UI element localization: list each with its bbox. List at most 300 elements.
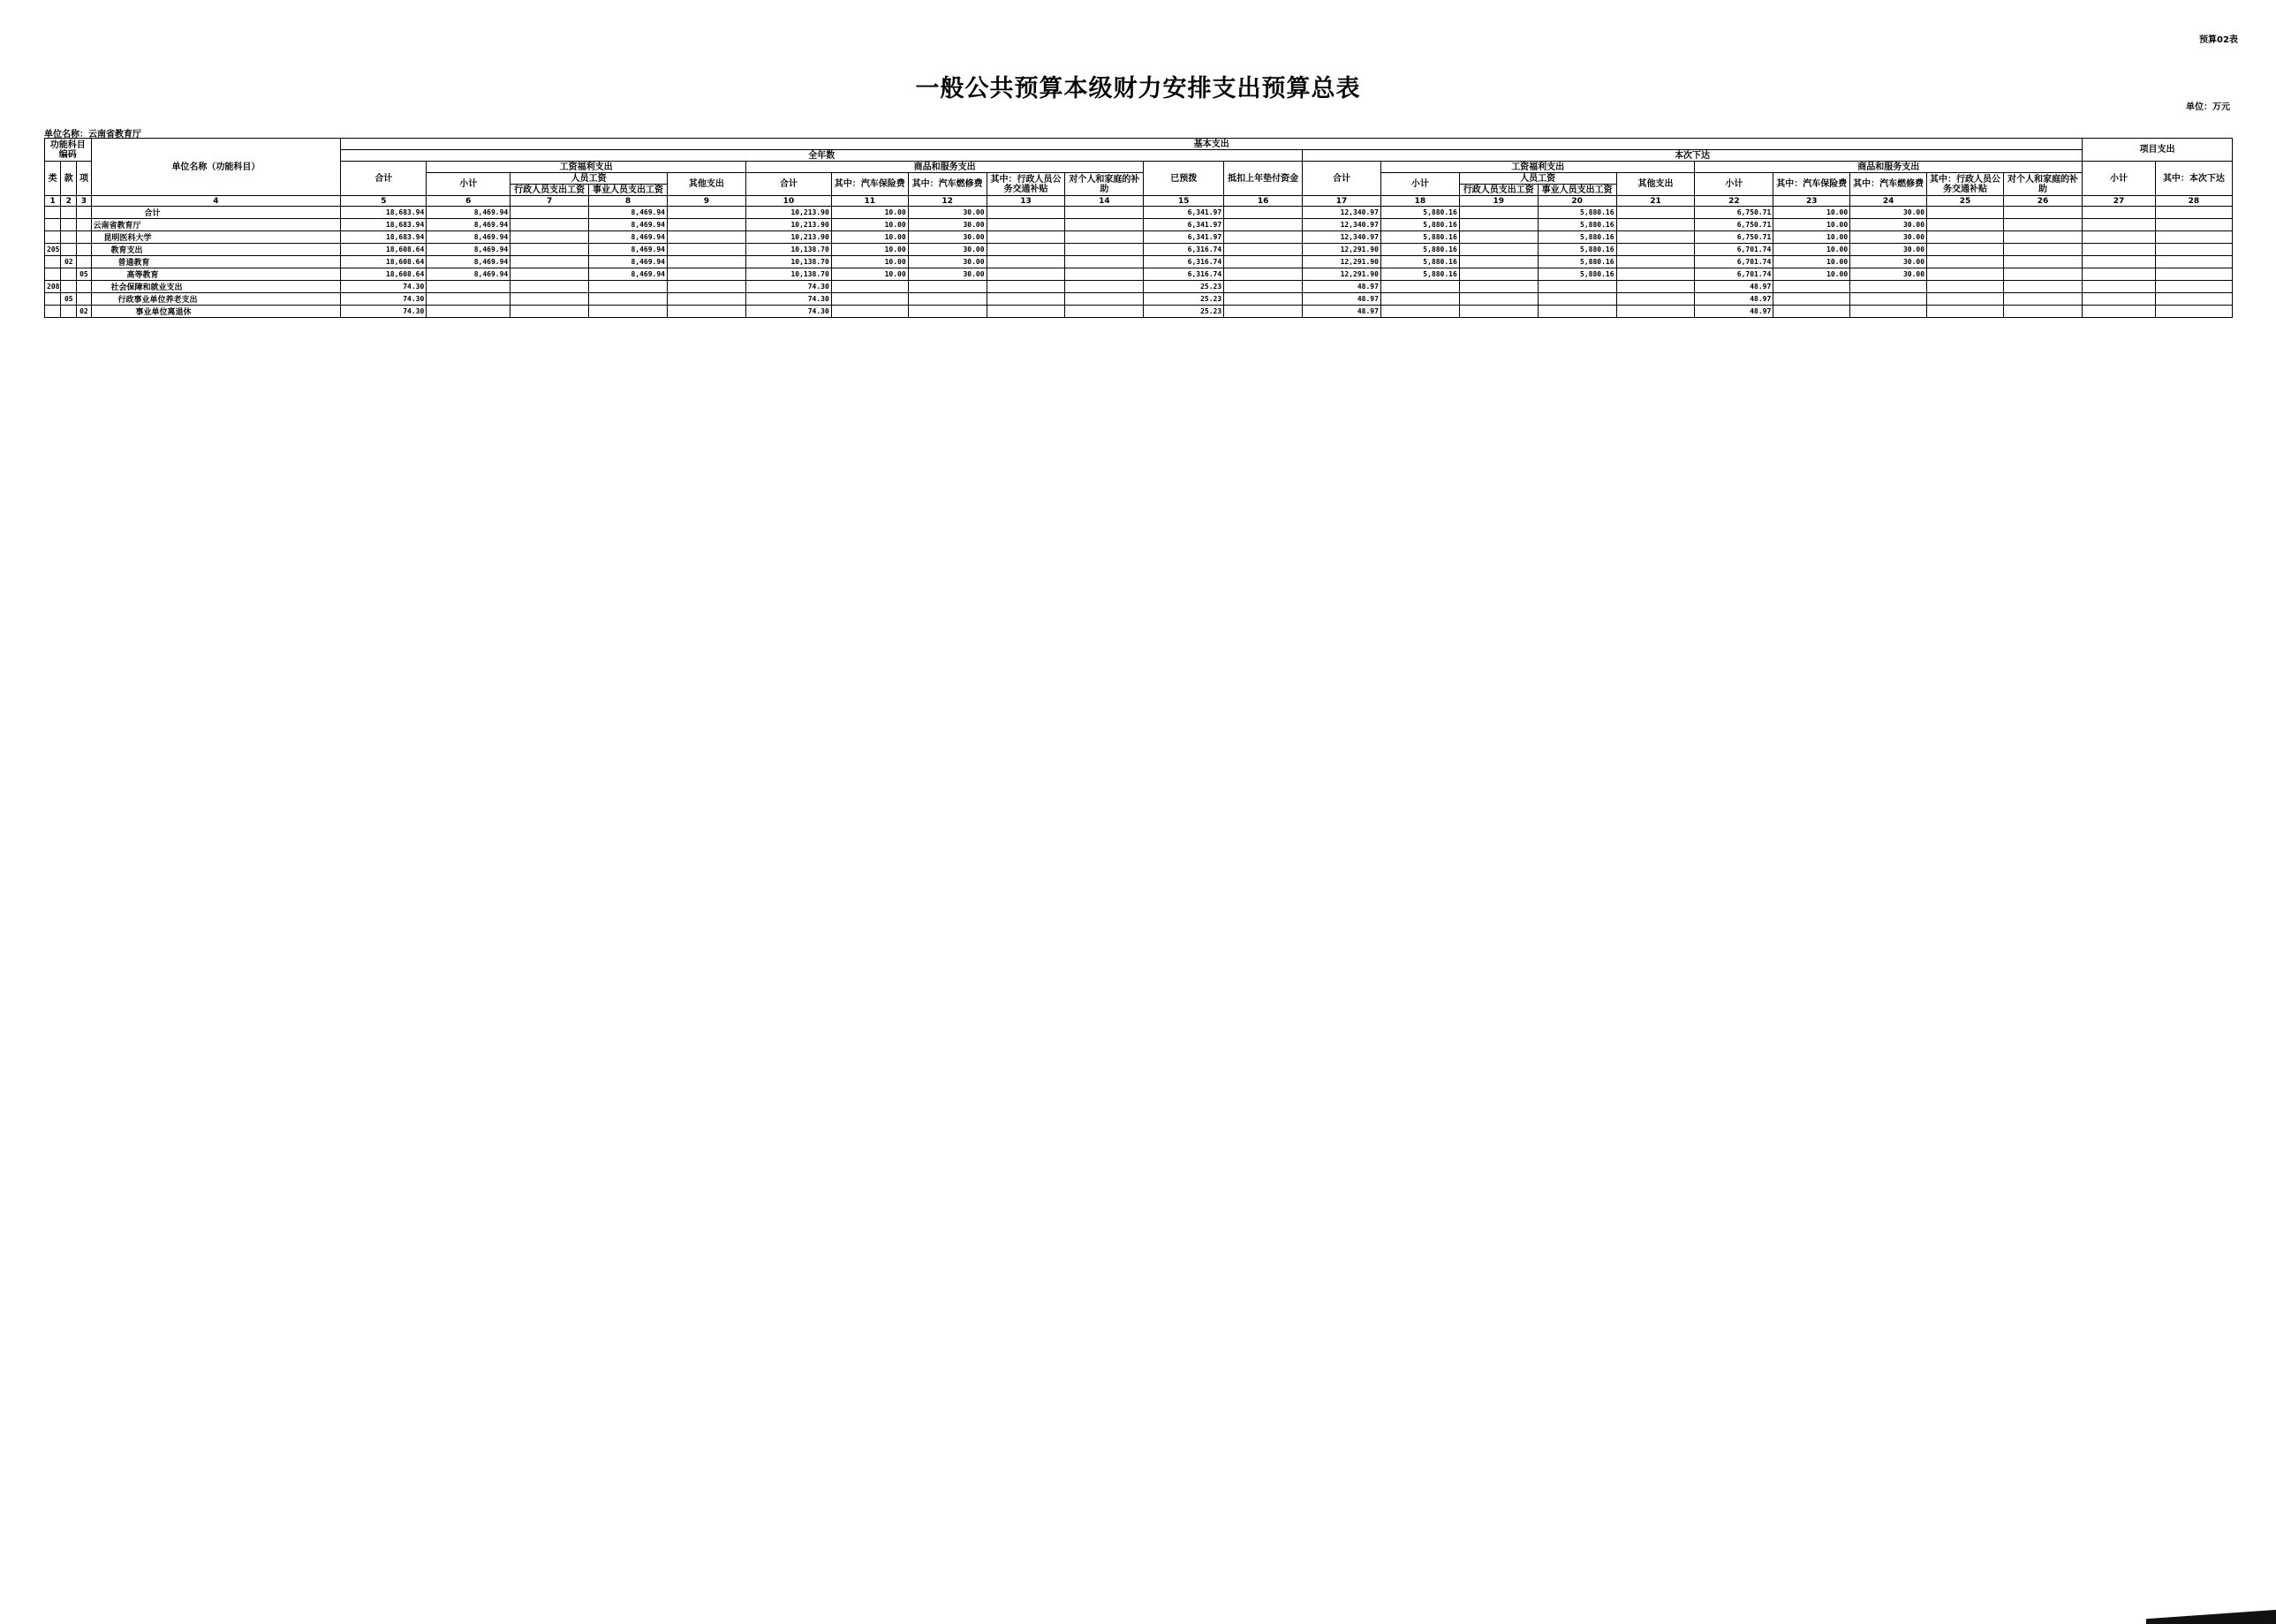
cell-col-9 [667,281,745,293]
cell-col-8: 8,469.94 [589,256,668,268]
table-row [45,293,2233,306]
lei-header: 类 [45,162,61,196]
cell-col-26 [2003,281,2082,293]
cell-col-13 [987,219,1065,231]
cell-col-11: 10.00 [831,244,908,256]
cell-col-7 [510,256,589,268]
cell-col-13 [987,244,1065,256]
column-number: 28 [2155,196,2232,207]
cell-col-10: 74.30 [745,281,831,293]
cell-col-27 [2083,293,2156,306]
column-number: 21 [1616,196,1695,207]
cell-col-16 [1224,268,1303,281]
cell-col-6 [427,306,510,318]
column-number: 10 [745,196,831,207]
cell-col-28 [2155,256,2232,268]
cell-col-12: 30.00 [908,219,987,231]
column-number: 26 [2003,196,2082,207]
cell-col-26 [2003,268,2082,281]
cell-col-16 [1224,219,1303,231]
cell-col-14 [1065,244,1144,256]
cell-col-25 [1927,256,2004,268]
prepaid-header: 已预拨 [1144,162,1224,196]
cell-col-8 [589,281,668,293]
cell-col-25 [1927,306,2004,318]
cell-col-15: 6,341.97 [1144,231,1224,244]
code-lei: 205 [45,244,61,256]
cell-col-25 [1927,244,2004,256]
cell-col-18: 5,880.16 [1380,256,1459,268]
car-ins-header-2: 其中：汽车保险费 [1773,173,1850,196]
cell-col-13 [987,293,1065,306]
cell-col-22: 6,750.71 [1695,231,1773,244]
cell-col-28 [2155,281,2232,293]
table-row [45,256,2233,268]
inst-wage-header: 事业人员支出工资 [589,185,668,196]
column-number: 17 [1303,196,1381,207]
cell-col-16 [1224,207,1303,219]
cell-col-25 [1927,293,2004,306]
cell-col-6 [427,293,510,306]
cell-col-14 [1065,219,1144,231]
cell-col-9 [667,231,745,244]
cell-col-15: 25.23 [1144,293,1224,306]
column-number: 20 [1538,196,1616,207]
cell-col-12 [908,306,987,318]
column-number: 3 [77,196,91,207]
cell-col-6: 8,469.94 [427,244,510,256]
cell-col-11 [831,281,908,293]
cell-col-9 [667,306,745,318]
cell-col-8: 8,469.94 [589,244,668,256]
cell-col-20 [1538,293,1616,306]
cell-col-22: 48.97 [1695,306,1773,318]
cell-col-16 [1224,244,1303,256]
cell-col-7 [510,231,589,244]
admin-wage-header-2: 行政人员支出工资 [1459,185,1538,196]
code-lei [45,256,61,268]
row-name: 合计 [91,207,341,219]
column-number: 1 [45,196,61,207]
traffic-header: 其中：行政人员公务交通补贴 [987,173,1065,196]
cell-col-21 [1616,244,1695,256]
cell-col-20: 5,880.16 [1538,256,1616,268]
goods-header: 商品和服务支出 [745,162,1143,173]
cell-col-7 [510,281,589,293]
cell-col-8: 8,469.94 [589,268,668,281]
cell-col-14 [1065,268,1144,281]
cell-col-12: 30.00 [908,207,987,219]
code-lei [45,306,61,318]
column-number: 22 [1695,196,1773,207]
cell-col-25 [1927,207,2004,219]
cell-col-28 [2155,244,2232,256]
cell-col-7 [510,268,589,281]
cell-col-21 [1616,256,1695,268]
column-number: 16 [1224,196,1303,207]
cell-col-14 [1065,207,1144,219]
code-kuan [61,207,77,219]
row-name: 事业单位离退休 [91,306,341,318]
cell-col-11 [831,293,908,306]
table-row [45,244,2233,256]
table-body [45,196,2233,318]
code-xiang: 02 [77,306,91,318]
cell-col-11: 10.00 [831,231,908,244]
cell-col-26 [2003,256,2082,268]
cell-col-10: 10,138.70 [745,256,831,268]
cell-col-25 [1927,281,2004,293]
cell-col-22: 6,701.74 [1695,256,1773,268]
cell-col-20: 5,880.16 [1538,219,1616,231]
cell-col-6: 8,469.94 [427,207,510,219]
cell-col-18: 5,880.16 [1380,207,1459,219]
cell-col-23 [1773,293,1850,306]
cell-col-25 [1927,219,2004,231]
cell-col-15: 6,316.74 [1144,268,1224,281]
cell-col-10: 10,213.90 [745,231,831,244]
cell-col-27 [2083,219,2156,231]
wage-subtotal-header: 小计 [427,173,510,196]
cell-col-7 [510,219,589,231]
cell-col-21 [1616,306,1695,318]
cell-col-18 [1380,293,1459,306]
code-lei [45,207,61,219]
cell-col-17: 12,291.90 [1303,244,1381,256]
cell-col-16 [1224,306,1303,318]
cell-col-13 [987,231,1065,244]
column-number: 2 [61,196,77,207]
column-number: 4 [91,196,341,207]
row-name: 教育支出 [91,244,341,256]
cell-col-6: 8,469.94 [427,231,510,244]
row-name: 高等教育 [91,268,341,281]
cell-col-10: 10,138.70 [745,244,831,256]
budget-table [44,138,2233,318]
cell-col-16 [1224,293,1303,306]
car-fuel-header: 其中：汽车燃修费 [908,173,987,196]
cell-col-23 [1773,306,1850,318]
cell-col-28 [2155,219,2232,231]
cell-col-14 [1065,231,1144,244]
cell-col-24 [1850,306,1927,318]
traffic-header-2: 其中：行政人员公务交通补贴 [1927,173,2004,196]
cell-col-20: 5,880.16 [1538,231,1616,244]
cell-col-23: 10.00 [1773,244,1850,256]
cell-col-27 [2083,281,2156,293]
unit-label: 单位：万元 [2186,102,2230,112]
cell-col-13 [987,281,1065,293]
cell-col-7 [510,207,589,219]
cell-col-23: 10.00 [1773,207,1850,219]
cell-col-26 [2003,207,2082,219]
cell-col-27 [2083,256,2156,268]
column-number: 27 [2083,196,2156,207]
wage-header: 工资福利支出 [427,162,746,173]
cell-col-19 [1459,256,1538,268]
cell-col-23: 10.00 [1773,256,1850,268]
full-year-header: 全年数 [341,150,1303,162]
cell-col-28 [2155,293,2232,306]
cell-col-27 [2083,207,2156,219]
row-name: 普通教育 [91,256,341,268]
code-lei [45,293,61,306]
cell-col-18: 5,880.16 [1380,268,1459,281]
cell-col-7 [510,293,589,306]
code-lei [45,231,61,244]
cell-col-9 [667,207,745,219]
cell-col-25 [1927,268,2004,281]
cell-col-12: 30.00 [908,231,987,244]
cell-col-8: 8,469.94 [589,207,668,219]
column-number: 6 [427,196,510,207]
cell-col-19 [1459,281,1538,293]
cell-col-18 [1380,281,1459,293]
cell-col-8: 8,469.94 [589,219,668,231]
code-xiang [77,256,91,268]
code-xiang [77,244,91,256]
column-number: 15 [1144,196,1224,207]
cell-col-11 [831,306,908,318]
cell-col-21 [1616,293,1695,306]
wage-subtotal-header-2: 小计 [1380,173,1459,196]
cell-col-8: 8,469.94 [589,231,668,244]
column-number: 19 [1459,196,1538,207]
cell-col-11: 10.00 [831,268,908,281]
family-header: 对个人和家庭的补助 [1065,173,1144,196]
code-xiang [77,231,91,244]
column-number: 11 [831,196,908,207]
code-kuan [61,281,77,293]
cell-col-23: 10.00 [1773,219,1850,231]
cell-col-12 [908,281,987,293]
cell-col-22: 6,701.74 [1695,244,1773,256]
cell-col-8 [589,293,668,306]
cell-col-14 [1065,306,1144,318]
offset-header: 抵扣上年垫付资金 [1224,162,1303,196]
admin-wage-header: 行政人员支出工资 [510,185,589,196]
table-row [45,219,2233,231]
cell-col-20: 5,880.16 [1538,244,1616,256]
column-number: 18 [1380,196,1459,207]
cell-col-17: 12,291.90 [1303,268,1381,281]
cell-col-6: 8,469.94 [427,219,510,231]
cell-col-18: 5,880.16 [1380,219,1459,231]
cell-col-22: 6,750.71 [1695,219,1773,231]
code-lei [45,268,61,281]
code-kuan: 05 [61,293,77,306]
cell-col-5: 18,683.94 [341,231,427,244]
cell-col-17: 48.97 [1303,281,1381,293]
cell-col-26 [2003,306,2082,318]
column-number: 14 [1065,196,1144,207]
cell-col-20 [1538,281,1616,293]
cell-col-28 [2155,268,2232,281]
cell-col-16 [1224,256,1303,268]
scan-edge [2146,1609,2276,1624]
page-title: 一般公共预算本级财力安排支出预算总表 [915,75,1361,102]
car-fuel-header-2: 其中：汽车燃修费 [1850,173,1927,196]
cell-col-21 [1616,219,1695,231]
cell-col-11: 10.00 [831,219,908,231]
cell-col-21 [1616,207,1695,219]
cell-col-6 [427,281,510,293]
cell-col-15: 25.23 [1144,281,1224,293]
goods-header-2: 商品和服务支出 [1695,162,2083,173]
cell-col-11: 10.00 [831,207,908,219]
code-kuan: 02 [61,256,77,268]
cell-col-28 [2155,306,2232,318]
cell-col-9 [667,293,745,306]
column-number: 23 [1773,196,1850,207]
cell-col-15: 6,341.97 [1144,207,1224,219]
cell-col-17: 12,340.97 [1303,219,1381,231]
cell-col-17: 12,340.97 [1303,231,1381,244]
cell-col-19 [1459,268,1538,281]
table-row [45,268,2233,281]
code-kuan [61,219,77,231]
wage-header-2: 工资福利支出 [1380,162,1695,173]
family-header-2: 对个人和家庭的补助 [2003,173,2082,196]
cell-col-24: 30.00 [1850,244,1927,256]
cell-col-13 [987,306,1065,318]
goods-total-header: 合计 [745,173,831,196]
cell-col-10: 74.30 [745,306,831,318]
cell-col-7 [510,306,589,318]
other-header: 其他支出 [667,173,745,196]
cell-col-20 [1538,306,1616,318]
cell-col-5: 74.30 [341,306,427,318]
cell-col-25 [1927,231,2004,244]
basic-header: 基本支出 [341,139,2083,150]
cell-col-13 [987,256,1065,268]
column-number: 24 [1850,196,1927,207]
column-number: 8 [589,196,668,207]
cell-col-9 [667,256,745,268]
cell-col-15: 6,341.97 [1144,219,1224,231]
code-xiang [77,293,91,306]
cell-col-8 [589,306,668,318]
cell-col-15: 6,316.74 [1144,256,1224,268]
cell-col-16 [1224,231,1303,244]
cell-col-19 [1459,219,1538,231]
cell-col-10: 10,213.90 [745,219,831,231]
cell-col-19 [1459,231,1538,244]
cell-col-26 [2003,219,2082,231]
column-number: 25 [1927,196,2004,207]
code-xiang: 05 [77,268,91,281]
cell-col-22: 48.97 [1695,281,1773,293]
cell-col-28 [2155,207,2232,219]
cell-col-18 [1380,306,1459,318]
row-name: 社会保障和就业支出 [91,281,341,293]
cell-col-23 [1773,281,1850,293]
cell-col-10: 74.30 [745,293,831,306]
cell-col-24: 30.00 [1850,268,1927,281]
func-code-header: 功能科目编码 [45,139,92,162]
cell-col-24: 30.00 [1850,256,1927,268]
org-label: 单位名称：云南省教育厅 [44,130,141,140]
code-kuan [61,268,77,281]
cell-col-21 [1616,231,1695,244]
cell-col-12: 30.00 [908,256,987,268]
cell-col-27 [2083,231,2156,244]
cell-col-19 [1459,207,1538,219]
cell-col-17: 12,291.90 [1303,256,1381,268]
code-lei: 208 [45,281,61,293]
inst-wage-header-2: 事业人员支出工资 [1538,185,1616,196]
cell-col-22: 48.97 [1695,293,1773,306]
cell-col-15: 25.23 [1144,306,1224,318]
cell-col-12: 30.00 [908,268,987,281]
cell-col-26 [2003,231,2082,244]
cell-col-24 [1850,281,1927,293]
row-name: 行政事业单位养老支出 [91,293,341,306]
cell-col-22: 6,701.74 [1695,268,1773,281]
cell-col-13 [987,207,1065,219]
row-name: 云南省教育厅 [91,219,341,231]
project-this-header: 其中：本次下达 [2155,162,2232,196]
cell-col-11: 10.00 [831,256,908,268]
form-number: 预算02表 [2199,35,2238,45]
code-lei [45,219,61,231]
cell-col-26 [2003,244,2082,256]
cell-col-21 [1616,281,1695,293]
column-number: 9 [667,196,745,207]
goods-subtotal-header-2: 小计 [1695,173,1773,196]
car-ins-header: 其中：汽车保险费 [831,173,908,196]
code-xiang [77,219,91,231]
other-header-2: 其他支出 [1616,173,1695,196]
cell-col-23: 10.00 [1773,231,1850,244]
cell-col-27 [2083,244,2156,256]
cell-col-19 [1459,244,1538,256]
cell-col-17: 48.97 [1303,306,1381,318]
cell-col-27 [2083,306,2156,318]
cell-col-7 [510,244,589,256]
cell-col-21 [1616,268,1695,281]
project-subtotal-header: 小计 [2083,162,2156,196]
cell-col-5: 18,608.64 [341,244,427,256]
unit-name-header: 单位名称（功能科目） [91,139,341,196]
cell-col-5: 18,608.64 [341,256,427,268]
cell-col-6: 8,469.94 [427,268,510,281]
cell-col-24 [1850,293,1927,306]
cell-col-14 [1065,281,1144,293]
cell-col-24: 30.00 [1850,231,1927,244]
cell-col-5: 18,683.94 [341,219,427,231]
cell-col-14 [1065,293,1144,306]
table-row [45,207,2233,219]
total-header: 合计 [341,162,427,196]
cell-col-19 [1459,306,1538,318]
cell-col-5: 74.30 [341,281,427,293]
cell-col-24: 30.00 [1850,207,1927,219]
cell-col-17: 12,340.97 [1303,207,1381,219]
column-number-row [45,196,2233,207]
cell-col-6: 8,469.94 [427,256,510,268]
cell-col-22: 6,750.71 [1695,207,1773,219]
total-header-2: 合计 [1303,162,1381,196]
table-row [45,231,2233,244]
cell-col-16 [1224,281,1303,293]
table-row [45,281,2233,293]
code-xiang [77,207,91,219]
cell-col-18: 5,880.16 [1380,244,1459,256]
cell-col-12: 30.00 [908,244,987,256]
kuan-header: 款 [61,162,77,196]
cell-col-5: 74.30 [341,293,427,306]
